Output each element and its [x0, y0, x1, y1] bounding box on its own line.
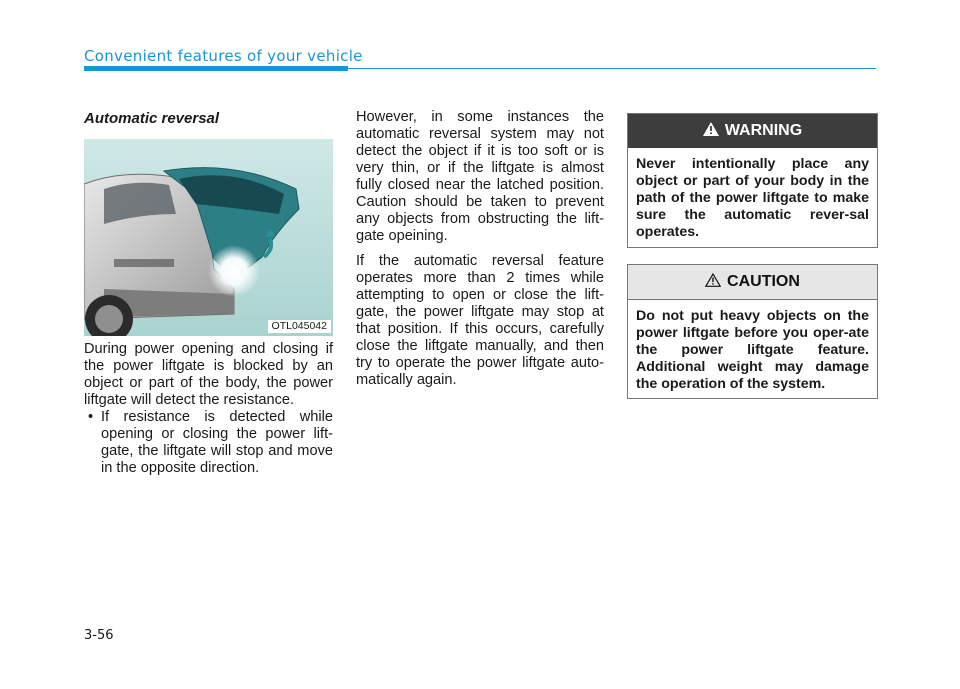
body-paragraph-1: During power opening and closing if the power liftgate is blocked by an object or part of the body, the power liftgate will detect the resistance. — [84, 341, 333, 408]
warning-header — [628, 114, 877, 148]
caution-box — [627, 264, 878, 399]
caution-text: Do not put heavy objects on the power liftgate before you oper-ate the power liftgate feature. Additional weight may damage the operation of the system. — [636, 308, 869, 392]
body-paragraph-3: If the automatic reversal feature operates more than 2 times while attempting to open or close the lift-gate, the power liftgate may stop at that position. If this occurs, carefully close the liftgate manually, and then try to operate the power liftgate auto-matically again. — [356, 253, 604, 388]
warning-box — [627, 113, 878, 248]
warning-triangle-icon — [703, 122, 719, 141]
warning-text: Never intentionally place any object or part of your body in the path of the power liftgate to make sure the automatic rever-sal operates. — [636, 156, 869, 240]
car-rear-drawing — [84, 139, 333, 336]
page-header-title: Convenient features of your vehicle — [84, 47, 363, 65]
header-rule-line — [348, 68, 876, 69]
caution-triangle-icon — [705, 273, 721, 292]
liftgate-illustration — [84, 139, 333, 336]
page-number: 3-56 — [84, 628, 114, 643]
body-paragraph-2: However, in some instances the automatic reversal system may not detect the object if it is too soft or is very thin, or if the liftgate is almost fully closed near the latched position. Caution should be taken to prevent any objects from obstructing the lift-gate opeining. — [356, 109, 604, 244]
caution-title: CAUTION — [727, 273, 800, 290]
bullet-list — [84, 409, 333, 477]
column-2 — [356, 109, 604, 397]
warning-title: WARNING — [724, 122, 803, 139]
header-rule-accent — [84, 66, 348, 71]
caution-header — [628, 265, 877, 300]
bullet-item: • If resistance is detected while opening or closing the power lift-gate, the liftgate will stop and move in the opposite direction. — [84, 409, 333, 477]
figure-code: OTL045042 — [268, 320, 331, 333]
section-heading: Automatic reversal — [84, 110, 220, 127]
